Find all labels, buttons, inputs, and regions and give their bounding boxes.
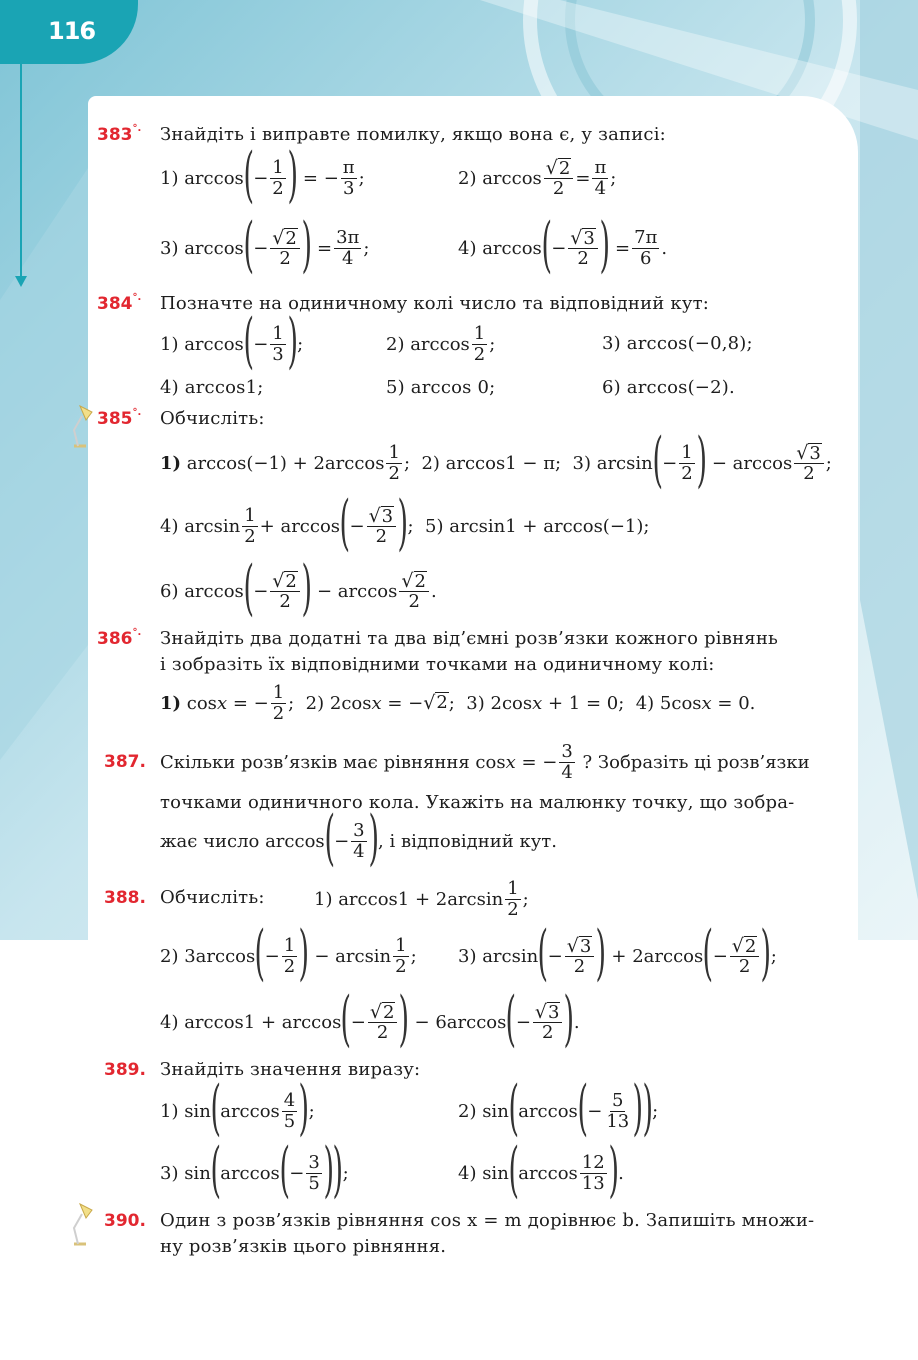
problem-389-item-4: 4) sin ( arccos 12 13 ) .	[458, 1135, 624, 1205]
problem-388-statement: Обчисліть:	[160, 887, 265, 908]
problem-386-items: 1) cos x = − 1 2 ; 2) 2cos x = − √ 2 ; 3) 2cos x + 1 = 0; 4) 5cos x = 0.	[160, 681, 756, 724]
problem-384-item-4: 4) arccos1;	[160, 377, 264, 398]
problem-387-line-2: точками одиничного кола. Укажіть на малюнку точку, що зобра-	[160, 792, 795, 813]
problem-387-number: 387.	[104, 752, 146, 772]
problem-388-number: 388.	[104, 888, 146, 908]
problem-388-item-1: 1) arccos1 + 2arcsin 1 2 ;	[314, 877, 529, 920]
problem-386-statement-line-2: і зобразіть їх відповідними точками на одиничному колі:	[160, 654, 715, 675]
problem-383-statement: Знайдіть і виправте помилку, якщо вона є, у записі:	[160, 124, 666, 145]
problem-385-items-4-5: 4) arcsin 1 2 + arccos ( − √ 3 2 ) ; 5) arcsin1 + arccos(−1);	[160, 488, 650, 558]
problem-384-item-5: 5) arccos 0;	[386, 377, 496, 398]
problem-387-line-1: Скільки розв’язків має рівняння cos x = − 3 4 ? Зобразіть ці розв’язки	[160, 740, 810, 783]
problem-389-item-1: 1) sin ( arccos 4 5 ) ;	[160, 1073, 315, 1143]
problem-390-line-1: Один з розв’язків рівняння cos x = m дорівнює b. Запишіть множи-	[160, 1210, 815, 1231]
problem-385-number: 385°.	[97, 407, 142, 429]
problem-383-number: 383°.	[97, 123, 142, 145]
problem-389-statement: Знайдіть значення виразу:	[160, 1059, 421, 1080]
problem-384-item-1: 1) arccos ( − 1 3 ) ;	[160, 306, 304, 376]
problem-385-items-1-3: 1) arccos(−1) + 2arccos 1 2 ; 2) arccos1 − π; 3) arcsin ( − 1 2 ) − arccos √ 3 2 ;	[160, 425, 832, 495]
problem-383-item-1: 1) arccos ( − 1 2 ) = − π 3 ;	[160, 140, 365, 210]
problem-389-number: 389.	[104, 1060, 146, 1080]
side-arrow-line	[20, 40, 22, 280]
problem-390-number: 390.	[104, 1211, 146, 1231]
problem-386-number: 386°.	[97, 627, 142, 649]
problem-389-item-3: 3) sin ( arccos ( − 3 5 ) ) ;	[160, 1135, 349, 1205]
lamp-icon	[66, 1200, 94, 1248]
problem-385-statement: Обчисліть:	[160, 408, 265, 429]
problem-384-item-3: 3) arccos(−0,8);	[602, 333, 753, 354]
side-arrow-head-icon	[15, 276, 27, 287]
problem-384-statement: Позначте на одиничному колі число та відповідний кут:	[160, 293, 710, 314]
problem-388-item-4: 4) arccos1 + arccos ( − √ 2 2 ) − 6arccos ( − √ 3 2 ) .	[160, 984, 580, 1054]
problem-384-item-2: 2) arccos 1 2 ;	[386, 322, 496, 365]
problem-390-line-2: ну розв’язків цього рівняння.	[160, 1236, 447, 1257]
problem-383-item-4: 4) arccos ( − √ 3 2 ) = 7π 6 .	[458, 210, 668, 280]
problem-385-item-6: 6) arccos ( − √ 2 2 ) − arccos √ 2 2 .	[160, 553, 437, 623]
page-number: 116	[48, 17, 96, 45]
problem-384-item-6: 6) arccos(−2).	[602, 377, 735, 398]
lamp-icon	[66, 402, 94, 450]
problem-389-item-2: 2) sin ( arccos ( − 5 13 ) ) ;	[458, 1073, 659, 1143]
problem-386-statement-line-1: Знайдіть два додатні та два від’ємні розв’язки кожного рівнянь	[160, 628, 779, 649]
problem-383-item-3: 3) arccos ( − √ 2 2 ) = 3π 4 ;	[160, 210, 370, 280]
problem-388-item-3: 3) arcsin ( − √ 3 2 ) + 2arccos ( − √ 2 2 ) ;	[458, 918, 777, 988]
problem-388-item-2: 2) 3arccos ( − 1 2 ) − arcsin 1 2 ;	[160, 918, 417, 988]
problem-387-line-3: жає число arccos ( − 3 4 ) , і відповідний кут.	[160, 803, 557, 873]
problem-383-item-2: 2) arccos √ 2 2 = π 4 ;	[458, 156, 617, 199]
problem-384-number: 384°.	[97, 292, 142, 314]
